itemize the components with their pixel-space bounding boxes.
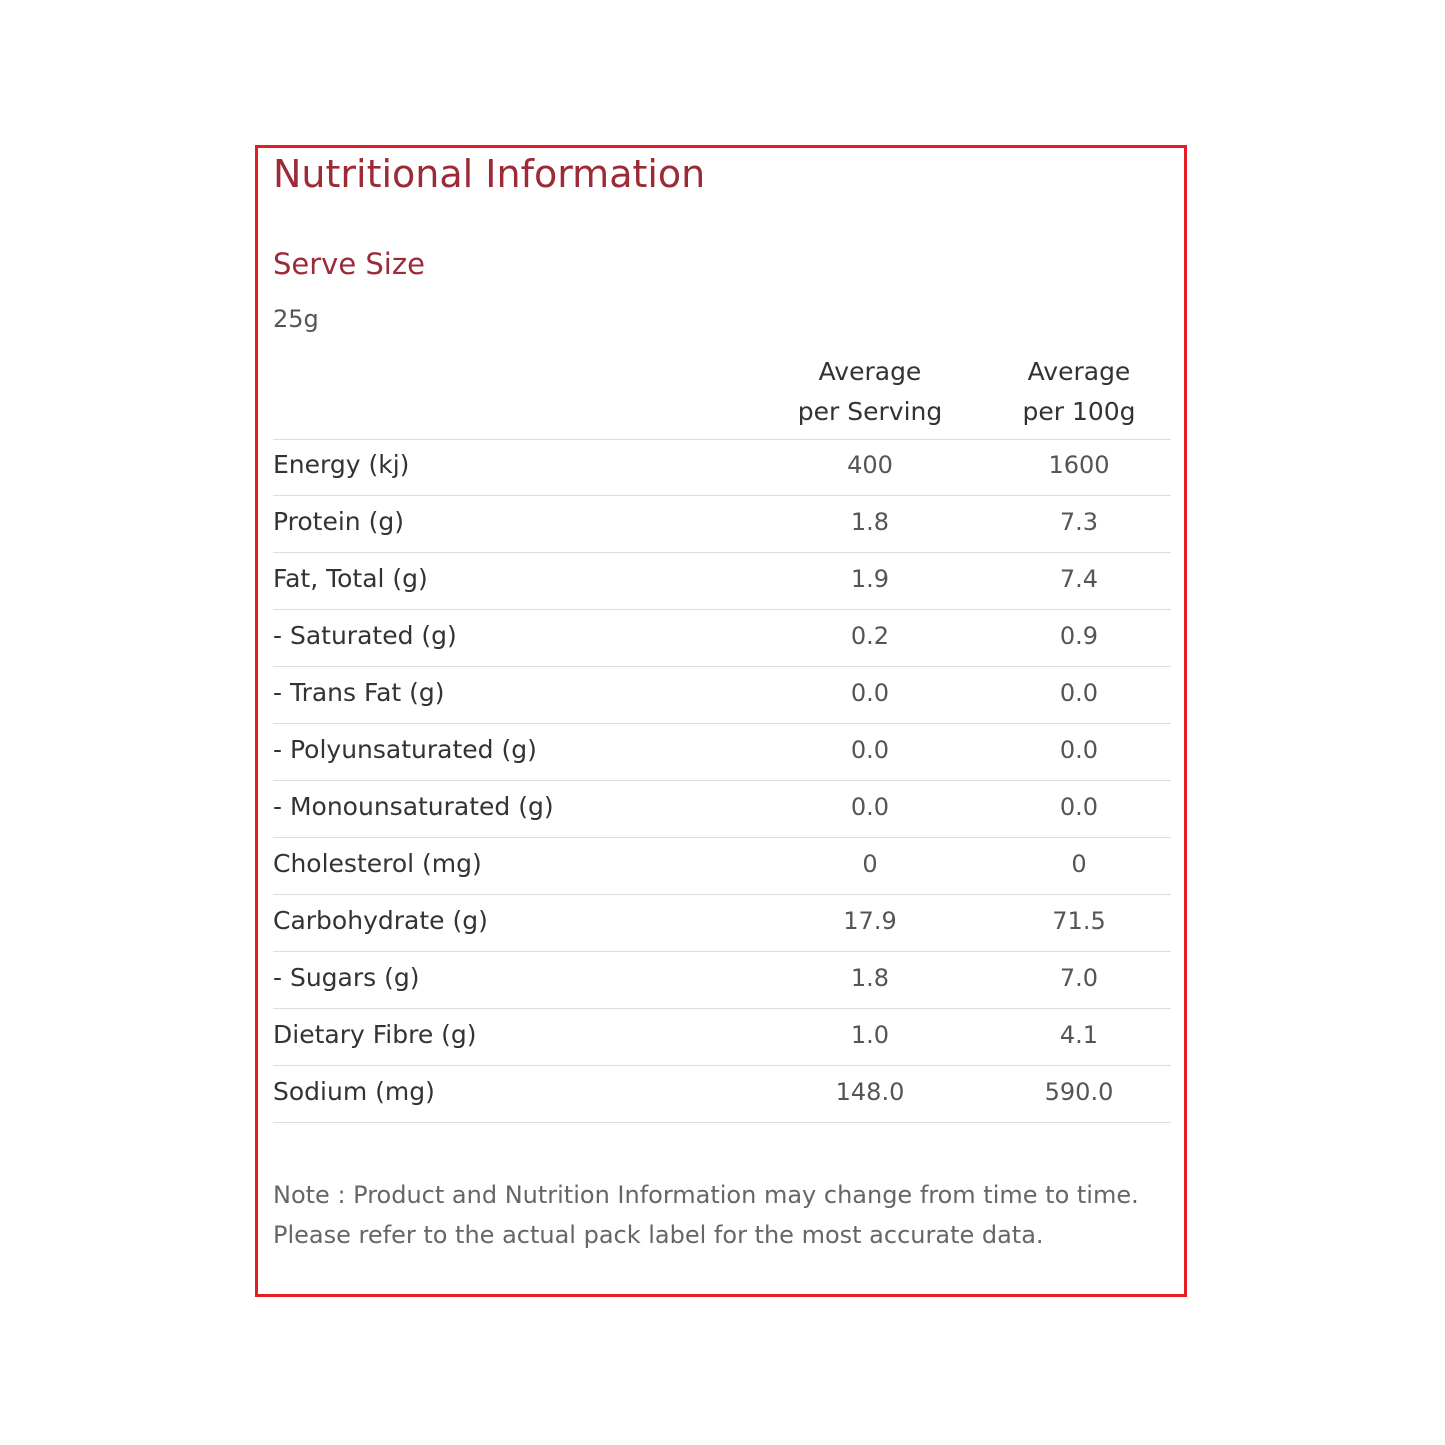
table-row bbox=[273, 439, 1171, 496]
table-row bbox=[273, 496, 1171, 553]
serve-size-value: 25g bbox=[273, 305, 319, 333]
nutrient-label: - Trans Fat (g) bbox=[273, 678, 445, 707]
per-100g-value: 0.0 bbox=[1059, 736, 1099, 764]
table-row bbox=[273, 895, 1171, 952]
per-100g-value: 0 bbox=[1071, 850, 1087, 878]
table-row bbox=[273, 553, 1171, 610]
per-100g-value: 1600 bbox=[1048, 451, 1110, 479]
per-100g-value: 7.0 bbox=[1059, 964, 1099, 992]
per-serving-value: 0.0 bbox=[850, 679, 890, 707]
nutrition-table-body bbox=[273, 439, 1171, 1123]
per-serving-value: 1.8 bbox=[850, 508, 890, 536]
column-header-line: Average bbox=[1027, 357, 1131, 386]
nutrient-label: Sodium (mg) bbox=[273, 1077, 435, 1106]
nutrient-label: - Monounsaturated (g) bbox=[273, 792, 554, 821]
table-row bbox=[273, 610, 1171, 667]
per-100g-value: 0.0 bbox=[1059, 793, 1099, 821]
per-serving-value: 1.0 bbox=[850, 1021, 890, 1049]
table-row bbox=[273, 667, 1171, 724]
table-row bbox=[273, 724, 1171, 781]
nutrient-label: Dietary Fibre (g) bbox=[273, 1020, 477, 1049]
column-header-line: per Serving bbox=[797, 397, 943, 426]
per-serving-value: 17.9 bbox=[843, 907, 897, 935]
disclaimer-note: Note : Product and Nutrition Information may change from time to time. Please refer to the actual pack label for the most accurate data. bbox=[273, 1181, 1139, 1249]
per-100g-value: 7.4 bbox=[1059, 565, 1099, 593]
nutrient-label: - Saturated (g) bbox=[273, 621, 457, 650]
per-100g-value: 7.3 bbox=[1059, 508, 1099, 536]
nutrient-label: Carbohydrate (g) bbox=[273, 906, 488, 935]
nutrition-panel bbox=[255, 145, 1187, 1297]
per-serving-value: 400 bbox=[847, 451, 893, 479]
per-serving-value: 0.0 bbox=[850, 793, 890, 821]
nutrient-label: Cholesterol (mg) bbox=[273, 849, 482, 878]
per-100g-value: 0.9 bbox=[1059, 622, 1099, 650]
table-row bbox=[273, 1009, 1171, 1066]
per-serving-value: 1.8 bbox=[850, 964, 890, 992]
per-100g-value: 0.0 bbox=[1059, 679, 1099, 707]
per-100g-value: 590.0 bbox=[1044, 1078, 1114, 1106]
table-row bbox=[273, 781, 1171, 838]
nutrient-label: - Sugars (g) bbox=[273, 963, 420, 992]
nutrient-label: - Polyunsaturated (g) bbox=[273, 735, 537, 764]
panel-title: Nutritional Information bbox=[273, 152, 706, 196]
table-header-row bbox=[273, 348, 1171, 440]
per-serving-value: 0.0 bbox=[850, 736, 890, 764]
column-header-per-serving bbox=[765, 352, 975, 432]
nutrient-label: Energy (kj) bbox=[273, 450, 410, 479]
per-serving-value: 148.0 bbox=[835, 1078, 905, 1106]
per-100g-value: 4.1 bbox=[1059, 1021, 1099, 1049]
table-row bbox=[273, 952, 1171, 1009]
table-row bbox=[273, 838, 1171, 895]
per-serving-value: 0 bbox=[862, 850, 878, 878]
serve-size-heading: Serve Size bbox=[273, 247, 425, 281]
column-header-line: per 100g bbox=[1022, 397, 1136, 426]
per-serving-value: 1.9 bbox=[850, 565, 890, 593]
nutrient-label: Protein (g) bbox=[273, 507, 404, 536]
per-100g-value: 71.5 bbox=[1052, 907, 1106, 935]
table-row bbox=[273, 1066, 1171, 1123]
column-header-per-100g bbox=[974, 352, 1184, 432]
column-header-line: Average bbox=[818, 357, 922, 386]
per-serving-value: 0.2 bbox=[850, 622, 890, 650]
nutrient-label: Fat, Total (g) bbox=[273, 564, 428, 593]
